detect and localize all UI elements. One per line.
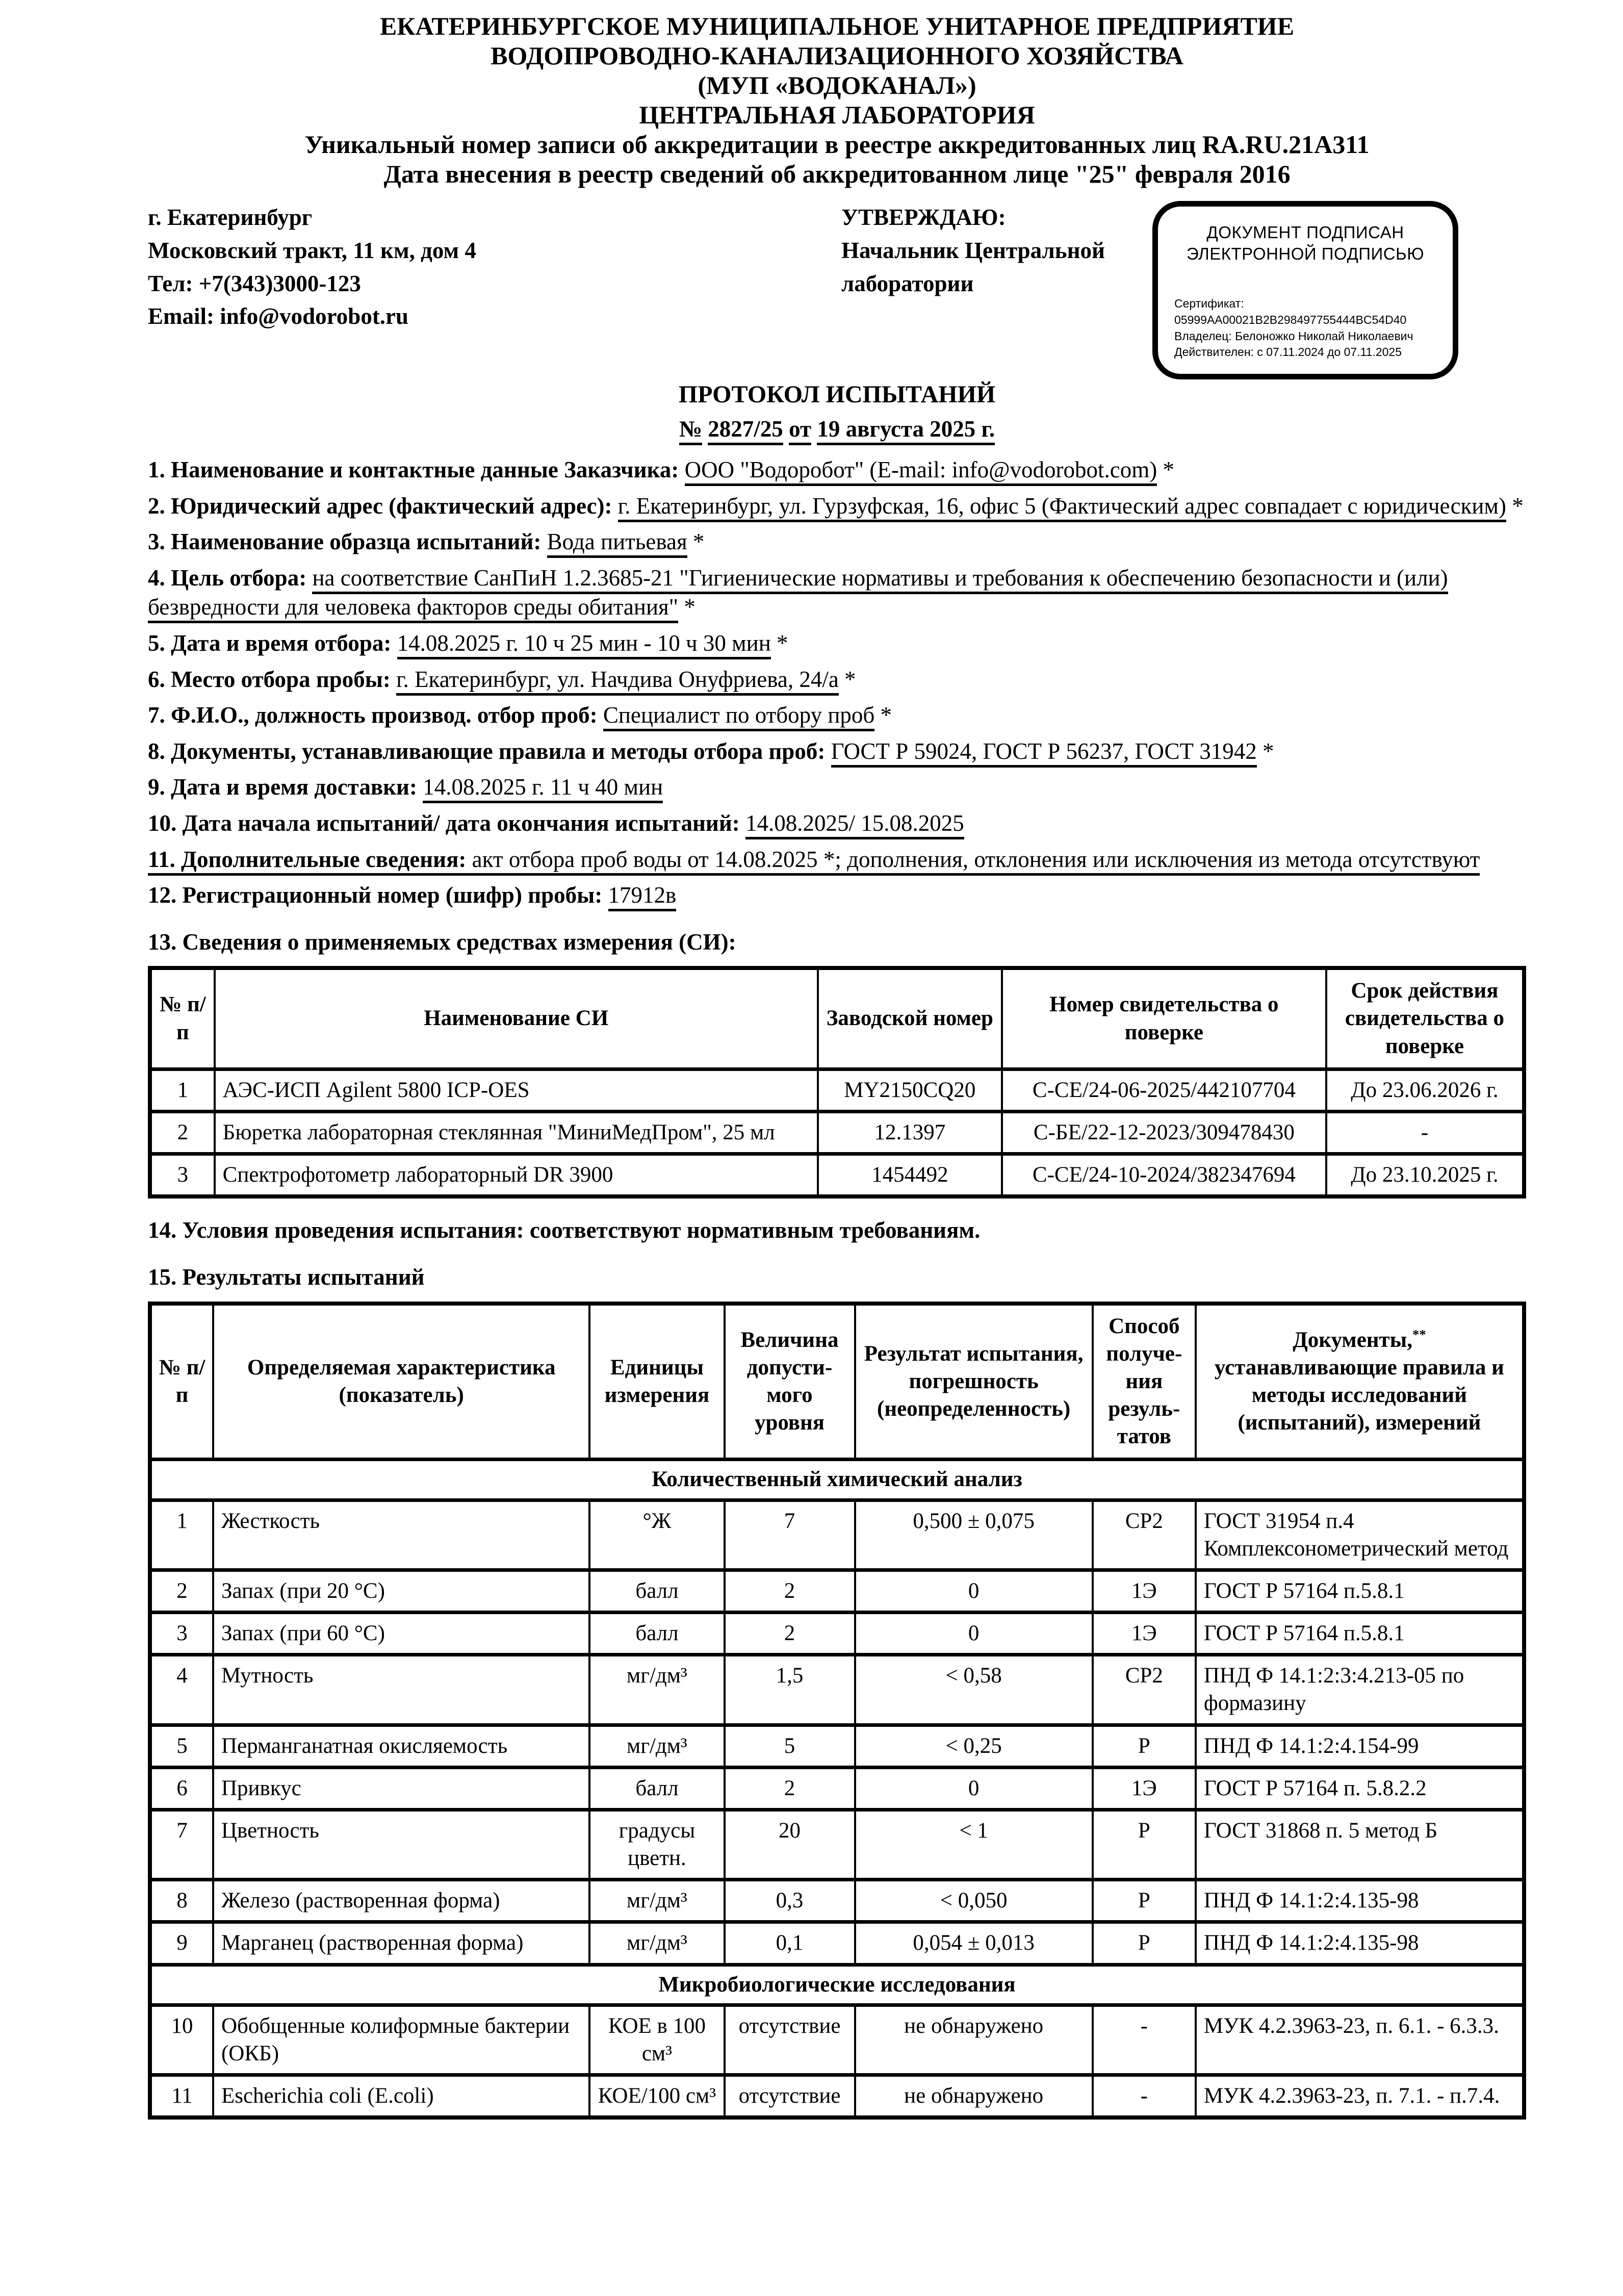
stamp-title-line-2: ЭЛЕКТРОННОЙ ПОДПИСЬЮ xyxy=(1186,244,1425,263)
protocol-number-line xyxy=(148,416,1526,442)
cell-unit: градусы цветн. xyxy=(589,1809,724,1879)
item-label: 6. Место отбора пробы: xyxy=(148,666,397,692)
result-row xyxy=(150,1655,1524,1725)
item-suffix: * xyxy=(1506,493,1524,519)
cell-docs: ПНД Ф 14.1:2:4.135-98 xyxy=(1196,1880,1524,1922)
org-name-line-2: ВОДОПРОВОДНО-КАНАЛИЗАЦИОННОГО ХОЗЯЙСТВА xyxy=(491,41,1183,70)
results-col-name: Определяемая характеристика (показатель) xyxy=(213,1304,589,1460)
si-row xyxy=(150,1154,1524,1197)
contact-street: Московский тракт, 11 км, дом 4 xyxy=(148,237,476,263)
item-registration-number xyxy=(148,881,1526,910)
contact-phone: Тел: +7(343)3000-123 xyxy=(148,270,361,296)
cell-serial: 1454492 xyxy=(818,1154,1002,1197)
org-name-line-3: (МУП «ВОДОКАНАЛ») xyxy=(698,71,976,99)
protocol-of-word: от xyxy=(789,416,811,445)
results-table xyxy=(148,1302,1526,2120)
cell-num: 4 xyxy=(150,1655,213,1725)
cell-name: Железо (растворенная форма) xyxy=(213,1880,589,1922)
cell-method: Р xyxy=(1093,1725,1196,1767)
cell-name: Цветность xyxy=(213,1809,589,1879)
cell-result: 0 xyxy=(855,1613,1093,1655)
cell-name: АЭС-ИСП Agilent 5800 ICP-OES xyxy=(215,1069,818,1111)
result-row xyxy=(150,1613,1524,1655)
results-section-title: 15. Результаты испытаний xyxy=(148,1264,425,1290)
cell-unit: мг/дм³ xyxy=(589,1922,724,1965)
cell-docs: ГОСТ Р 57164 п.5.8.1 xyxy=(1196,1613,1524,1655)
cell-docs: ГОСТ 31954 п.4 Комплексонометрический метод xyxy=(1196,1500,1524,1570)
item-test-dates xyxy=(148,809,1526,838)
cell-limit: 0,3 xyxy=(725,1880,855,1922)
item-suffix: * xyxy=(678,594,695,620)
cell-unit: балл xyxy=(589,1570,724,1612)
results-section-row xyxy=(150,1460,1524,1500)
cell-method: Р xyxy=(1093,1880,1196,1922)
cell-result: < 0,25 xyxy=(855,1725,1093,1767)
cell-limit: 7 xyxy=(725,1500,855,1570)
result-row xyxy=(150,2005,1524,2075)
laboratory-contacts xyxy=(148,201,841,333)
item-suffix: * xyxy=(1157,457,1174,482)
org-name-line-1: ЕКАТЕРИНБУРГСКОЕ МУНИЦИПАЛЬНОЕ УНИТАРНОЕ ПРЕДПРИЯТИЕ xyxy=(379,12,1295,40)
item-value: Вода питьевая xyxy=(547,529,687,558)
item-sampling-purpose xyxy=(148,564,1526,622)
cell-method: - xyxy=(1093,2075,1196,2118)
item-sampling-datetime xyxy=(148,629,1526,658)
cell-method: Р xyxy=(1093,1809,1196,1879)
org-name-line-4: ЦЕНТРАЛЬНАЯ ЛАБОРАТОРИЯ xyxy=(639,100,1035,129)
result-row xyxy=(150,1880,1524,1922)
cell-result: 0 xyxy=(855,1767,1093,1809)
cell-name: Привкус xyxy=(213,1767,589,1809)
item-value: ГОСТ Р 59024, ГОСТ Р 56237, ГОСТ 31942 xyxy=(831,738,1257,768)
item-label: 5. Дата и время отбора: xyxy=(148,630,397,656)
cell-result: < 0,58 xyxy=(855,1655,1093,1725)
result-row xyxy=(150,1570,1524,1612)
cell-num: 2 xyxy=(150,1570,213,1612)
cell-name: Перманганатная окисляемость xyxy=(213,1725,589,1767)
result-row xyxy=(150,1809,1524,1879)
protocol-date: 19 августа 2025 г. xyxy=(817,416,995,445)
contact-email: Email: info@vodorobot.ru xyxy=(148,303,409,329)
conditions-line: 14. Условия проведения испытания: соответствуют нормативным требованиям. xyxy=(148,1217,981,1243)
result-row xyxy=(150,1725,1524,1767)
cell-valid: До 23.10.2025 г. xyxy=(1326,1154,1524,1197)
item-value: г. Екатеринбург, ул. Гурзуфская, 16, офис 5 (Фактический адрес совпадает с юридическим) xyxy=(618,493,1506,522)
cell-result: 0 xyxy=(855,1570,1093,1612)
cell-result: не обнаружено xyxy=(855,2075,1093,2118)
result-row xyxy=(150,1922,1524,1965)
cell-method: СР2 xyxy=(1093,1500,1196,1570)
approval-block xyxy=(841,201,1152,300)
item-suffix: * xyxy=(838,666,856,692)
cell-result: не обнаружено xyxy=(855,2005,1093,2075)
cell-num: 3 xyxy=(150,1154,215,1197)
cell-method: 1Э xyxy=(1093,1767,1196,1809)
protocol-number: 2827/25 xyxy=(708,416,783,445)
cell-result: 0,054 ± 0,013 xyxy=(855,1922,1093,1965)
cell-unit: балл xyxy=(589,1613,724,1655)
item-sample-name xyxy=(148,527,1526,557)
cell-method: 1Э xyxy=(1093,1613,1196,1655)
item-label: 8. Документы, устанавливающие правила и методы отбора проб: xyxy=(148,738,831,764)
cell-docs: МУК 4.2.3963-23, п. 6.1. - 6.3.3. xyxy=(1196,2005,1524,2075)
cell-docs: ГОСТ Р 57164 п.5.8.1 xyxy=(1196,1570,1524,1612)
cell-method: Р xyxy=(1093,1922,1196,1965)
protocol-title: ПРОТОКОЛ ИСПЫТАНИЙ xyxy=(678,381,996,408)
stamp-title xyxy=(1174,222,1436,265)
cell-num: 6 xyxy=(150,1767,213,1809)
item-label: 10. Дата начала испытаний/ дата окончания испытаний: xyxy=(148,810,745,836)
cell-limit: 0,1 xyxy=(725,1922,855,1965)
cell-unit: °Ж xyxy=(589,1500,724,1570)
item-value: 17912в xyxy=(608,882,677,911)
protocol-items xyxy=(148,455,1526,910)
cell-docs: МУК 4.2.3963-23, п. 7.1. - п.7.4. xyxy=(1196,2075,1524,2118)
results-section-row xyxy=(150,1965,1524,2005)
registry-date-line: Дата внесения в реестр сведений об аккредитованном лице "25" февраля 2016 xyxy=(383,160,1291,188)
item-label: 11. Дополнительные сведения: xyxy=(148,847,472,876)
cell-num: 7 xyxy=(150,1809,213,1879)
cell-result: < 0,050 xyxy=(855,1880,1093,1922)
item-suffix: * xyxy=(687,529,705,555)
cell-valid: - xyxy=(1326,1112,1524,1154)
cell-num: 3 xyxy=(150,1613,213,1655)
cell-num: 8 xyxy=(150,1880,213,1922)
cell-unit: КОЕ/100 см³ xyxy=(589,2075,724,2118)
results-header-row xyxy=(150,1304,1524,1460)
stamp-title-line-1: ДОКУМЕНТ ПОДПИСАН xyxy=(1206,223,1404,242)
results-col-method: Способ получе- ния резуль- татов xyxy=(1093,1304,1196,1460)
cell-limit: 1,5 xyxy=(725,1655,855,1725)
item-label: 3. Наименование образца испытаний: xyxy=(148,529,547,555)
cell-name: Марганец (растворенная форма) xyxy=(213,1922,589,1965)
item-value: акт отбора проб воды от 14.08.2025 *; дополнения, отклонения или исключения из метода отсутствуют xyxy=(472,847,1480,876)
result-row xyxy=(150,1500,1524,1570)
cell-docs: ГОСТ Р 57164 п. 5.8.2.2 xyxy=(1196,1767,1524,1809)
cell-docs: ПНД Ф 14.1:2:4.154-99 xyxy=(1196,1725,1524,1767)
cell-name: Жесткость xyxy=(213,1500,589,1570)
results-col-limit: Величина допусти- мого уровня xyxy=(725,1304,855,1460)
cell-num: 10 xyxy=(150,2005,213,2075)
item-label: 12. Регистрационный номер (шифр) пробы: xyxy=(148,882,608,908)
org-header xyxy=(148,11,1526,189)
section-chemical-analysis: Количественный химический анализ xyxy=(150,1460,1524,1500)
cell-name: Запах (при 60 °С) xyxy=(213,1613,589,1655)
cell-cert: С-БЕ/22-12-2023/309478430 xyxy=(1002,1112,1326,1154)
results-col-result: Результат испытания, погрешность (неопределенность) xyxy=(855,1304,1093,1460)
cell-limit: отсутствие xyxy=(725,2005,855,2075)
cell-name: Обобщенные колиформные бактерии (ОКБ) xyxy=(213,2005,589,2075)
si-col-name: Наименование СИ xyxy=(215,968,818,1069)
item-label: 7. Ф.И.О., должность производ. отбор проб: xyxy=(148,702,603,728)
item-sampler-name xyxy=(148,701,1526,730)
cell-cert: С-СЕ/24-10-2024/382347694 xyxy=(1002,1154,1326,1197)
item-label: 4. Цель отбора: xyxy=(148,565,313,591)
cell-limit: 2 xyxy=(725,1767,855,1809)
results-col-docs xyxy=(1196,1304,1524,1460)
cell-method: 1Э xyxy=(1093,1570,1196,1612)
item-label: 9. Дата и время доставки: xyxy=(148,774,423,800)
stamp-certificate: Сертификат: 05999AA00021B2B298497755444BC54D40 xyxy=(1174,297,1407,326)
cell-method: - xyxy=(1093,2005,1196,2075)
results-col-unit: Единицы измерения xyxy=(589,1304,724,1460)
cell-name: Escherichia coli (E.coli) xyxy=(213,2075,589,2118)
cell-result: 0,500 ± 0,075 xyxy=(855,1500,1093,1570)
cell-result: < 1 xyxy=(855,1809,1093,1879)
item-label: 1. Наименование и контактные данные Заказчика: xyxy=(148,457,685,482)
digital-signature-stamp xyxy=(1152,201,1458,379)
item-customer xyxy=(148,455,1526,485)
cell-valid: До 23.06.2026 г. xyxy=(1326,1069,1524,1111)
si-col-serial: Заводской номер xyxy=(818,968,1002,1069)
cell-num: 1 xyxy=(150,1069,215,1111)
stamp-owner: Владелец: Белоножко Николай Николаевич xyxy=(1174,329,1413,343)
si-col-cert: Номер свидетельства о поверке xyxy=(1002,968,1326,1069)
cell-num: 1 xyxy=(150,1500,213,1570)
results-col-num: № п/п xyxy=(150,1304,213,1460)
item-suffix: * xyxy=(874,702,892,728)
cell-name: Спектрофотометр лабораторный DR 3900 xyxy=(215,1154,818,1197)
item-value: 14.08.2025/ 15.08.2025 xyxy=(745,810,964,839)
item-legal-address xyxy=(148,492,1526,521)
si-row xyxy=(150,1069,1524,1111)
cell-serial: 12.1397 xyxy=(818,1112,1002,1154)
cell-unit: мг/дм³ xyxy=(589,1880,724,1922)
cell-num: 9 xyxy=(150,1922,213,1965)
si-table xyxy=(148,966,1526,1198)
approval-position-line-2: лаборатории xyxy=(841,270,974,296)
item-value: на соответствие СанПиН 1.2.3685-21 "Гигиенические нормативы и требования к обеспечению безопасности и (или) безвредности для человека факторов среды обитания" xyxy=(148,565,1448,624)
docs-header-main: Документы, xyxy=(1293,1328,1412,1352)
result-row xyxy=(150,1767,1524,1809)
item-delivery-datetime xyxy=(148,773,1526,802)
cell-name: Мутность xyxy=(213,1655,589,1725)
si-row xyxy=(150,1112,1524,1154)
item-suffix: * xyxy=(770,630,788,656)
result-row xyxy=(150,2075,1524,2118)
cell-limit: отсутствие xyxy=(725,2075,855,2118)
cell-docs: ПНД Ф 14.1:2:3:4.213-05 по формазину xyxy=(1196,1655,1524,1725)
cell-method: СР2 xyxy=(1093,1655,1196,1725)
item-sampling-docs xyxy=(148,737,1526,767)
cell-num: 11 xyxy=(150,2075,213,2118)
item-sampling-place xyxy=(148,665,1526,695)
contact-city: г. Екатеринбург xyxy=(148,205,313,230)
cell-unit: балл xyxy=(589,1767,724,1809)
cell-serial: MY2150CQ20 xyxy=(818,1069,1002,1111)
section-microbiology: Микробиологические исследования xyxy=(150,1965,1524,2005)
item-value: ООО "Водоробот" (E-mail: info@vodorobot.com) xyxy=(685,457,1157,486)
item-suffix: * xyxy=(1256,738,1274,764)
si-col-valid: Срок действия свидетельства о поверке xyxy=(1326,968,1524,1069)
item-label: 2. Юридический адрес (фактический адрес): xyxy=(148,493,618,519)
cell-unit: мг/дм³ xyxy=(589,1725,724,1767)
cell-limit: 20 xyxy=(725,1809,855,1879)
si-section-title: 13. Сведения о применяемых средствах измерения (СИ): xyxy=(148,929,736,955)
item-value: 14.08.2025 г. 10 ч 25 мин - 10 ч 30 мин xyxy=(397,630,771,659)
si-col-num: № п/п xyxy=(150,968,215,1069)
si-header-row xyxy=(150,968,1524,1069)
item-value: г. Екатеринбург, ул. Начдива Онуфриева, 24/а xyxy=(396,667,839,696)
cell-limit: 2 xyxy=(725,1570,855,1612)
protocol-no-sign: № xyxy=(679,416,702,445)
approval-position-line-1: Начальник Центральной xyxy=(841,237,1105,263)
cell-limit: 5 xyxy=(725,1725,855,1767)
docs-header-rest: устанавливающие правила и методы исследований (испытаний), измерений xyxy=(1214,1355,1504,1435)
item-additional-info xyxy=(148,845,1526,875)
cell-unit: мг/дм³ xyxy=(589,1655,724,1725)
cell-num: 2 xyxy=(150,1112,215,1154)
cell-docs: ГОСТ 31868 п. 5 метод Б xyxy=(1196,1809,1524,1879)
item-value: Специалист по отбору проб xyxy=(603,702,874,731)
cell-name: Запах (при 20 °С) xyxy=(213,1570,589,1612)
accreditation-number-line: Уникальный номер записи об аккредитации в реестре аккредитованных лиц RA.RU.21А311 xyxy=(304,130,1370,159)
info-row xyxy=(148,201,1526,379)
stamp-validity: Действителен: с 07.11.2024 до 07.11.2025 xyxy=(1174,345,1402,359)
cell-cert: С-СЕ/24-06-2025/442107704 xyxy=(1002,1069,1326,1111)
cell-unit: КОЕ в 100 см³ xyxy=(589,2005,724,2075)
stamp-meta xyxy=(1174,296,1436,361)
approval-header: УТВЕРЖДАЮ: xyxy=(841,205,1006,230)
item-value: 14.08.2025 г. 11 ч 40 мин xyxy=(423,774,663,803)
cell-name: Бюретка лабораторная стеклянная "МиниМедПром", 25 мл xyxy=(215,1112,818,1154)
docs-header-footnote: ** xyxy=(1412,1326,1426,1342)
cell-limit: 2 xyxy=(725,1613,855,1655)
cell-docs: ПНД Ф 14.1:2:4.135-98 xyxy=(1196,1922,1524,1965)
cell-num: 5 xyxy=(150,1725,213,1767)
